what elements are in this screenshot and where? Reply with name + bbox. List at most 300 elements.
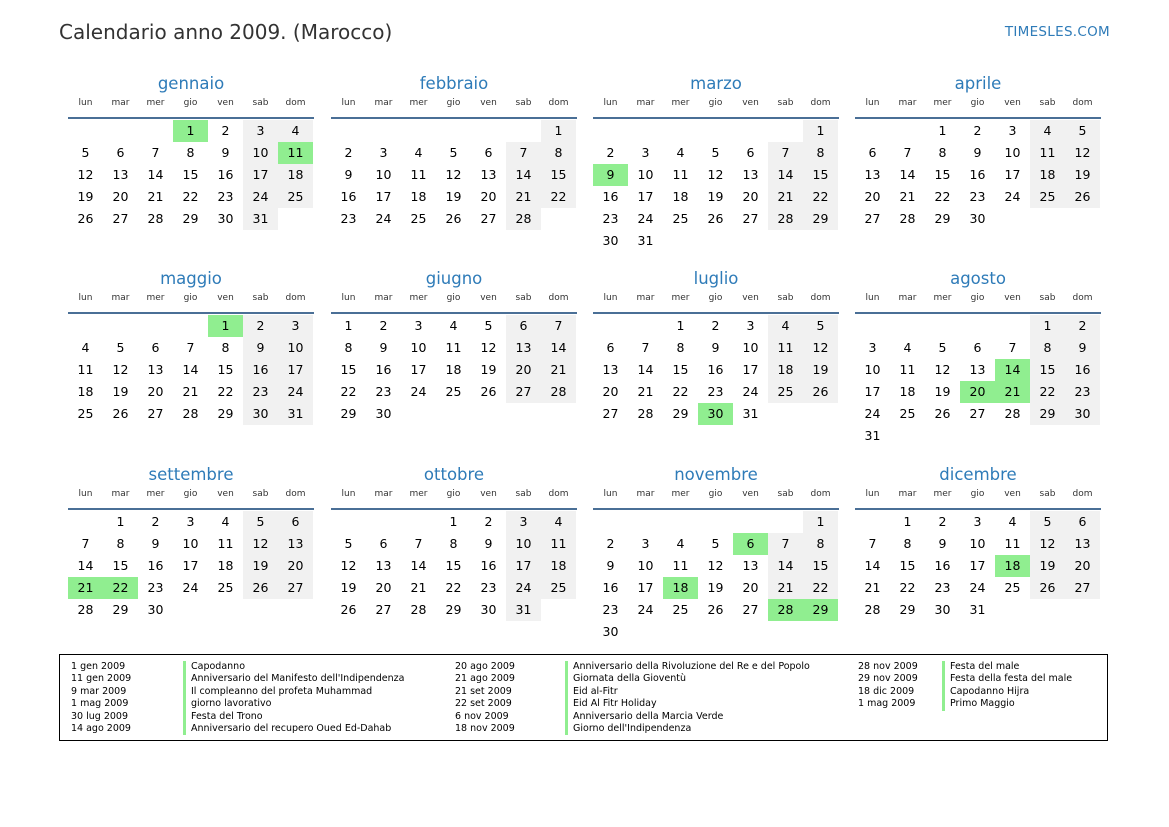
weekday-label: lun (865, 489, 880, 499)
day-cell: 1 (449, 514, 458, 529)
empty-cell (855, 511, 890, 533)
holiday-day: 1 (173, 120, 208, 142)
weekday-label: gio (183, 489, 198, 499)
week-row (68, 555, 314, 577)
weekday-header (331, 96, 577, 119)
day-cell: 11 (217, 536, 234, 551)
legend-holiday-name: Festa della festa del male (942, 673, 1072, 685)
day-cell: 13 (112, 167, 129, 182)
month-days (593, 120, 839, 252)
weekend-day: 5 (1065, 120, 1100, 142)
day-cell: 12 (707, 558, 724, 573)
week-row (331, 337, 577, 359)
day-cell: 28 (182, 406, 199, 421)
week-row (68, 208, 314, 230)
month-days (593, 511, 839, 643)
legend-names-col-2 (565, 661, 810, 735)
legend-holiday-name: Giorno dell'Indipendenza (565, 723, 810, 735)
weekend-day: 18 (541, 555, 576, 577)
week-row (855, 403, 1101, 425)
day-cell: 28 (410, 602, 427, 617)
empty-cell (401, 120, 436, 142)
day-cell: 16 (969, 167, 986, 182)
weekday-label: dom (1072, 98, 1093, 108)
day-cell: 23 (969, 189, 986, 204)
day-cell: 3 (379, 145, 388, 160)
weekend-day: 3 (506, 511, 541, 533)
weekend-day: 12 (1030, 533, 1065, 555)
weekend-day: 18 (1030, 164, 1065, 186)
day-cell: 2 (938, 514, 947, 529)
weekday-label: sab (515, 489, 532, 499)
weekend-day: 31 (278, 403, 313, 425)
day-cell: 26 (340, 602, 357, 617)
month-marzo (593, 72, 839, 252)
day-cell: 15 (934, 167, 951, 182)
weekday-header (68, 291, 314, 314)
week-row (331, 555, 577, 577)
day-cell: 24 (864, 406, 881, 421)
weekend-day: 22 (1030, 381, 1065, 403)
holiday-day: 6 (733, 533, 768, 555)
month-name: luglio (693, 269, 739, 288)
weekend-day: 12 (243, 533, 278, 555)
empty-cell (803, 403, 838, 425)
empty-cell (593, 120, 628, 142)
week-row (68, 511, 314, 533)
weekend-day: 6 (506, 315, 541, 337)
day-cell: 25 (672, 602, 689, 617)
weekend-day: 14 (506, 164, 541, 186)
weekend-day: 30 (1065, 403, 1100, 425)
weekend-day: 5 (1030, 511, 1065, 533)
day-cell: 14 (899, 167, 916, 182)
empty-cell (173, 315, 208, 337)
legend-date: 11 gen 2009 (71, 673, 132, 685)
weekday-header (68, 487, 314, 510)
weekend-day: 8 (803, 142, 838, 164)
empty-cell (698, 230, 733, 252)
week-row (331, 403, 577, 425)
empty-cell (208, 599, 243, 621)
weekend-day: 20 (1065, 555, 1100, 577)
day-cell: 30 (375, 406, 392, 421)
weekday-label: sab (252, 293, 269, 303)
weekday-label: mar (374, 489, 393, 499)
weekend-day: 21 (541, 359, 576, 381)
empty-cell (401, 511, 436, 533)
day-cell: 20 (742, 189, 759, 204)
day-cell: 16 (707, 362, 724, 377)
day-cell: 23 (934, 580, 951, 595)
day-cell: 27 (480, 211, 497, 226)
week-row (855, 315, 1101, 337)
empty-cell (995, 315, 1030, 337)
weekend-day: 18 (768, 359, 803, 381)
day-cell: 29 (672, 406, 689, 421)
weekday-label: lun (341, 98, 356, 108)
weekday-label: ven (1004, 293, 1021, 303)
legend-holiday-name: Primo Maggio (942, 698, 1072, 710)
weekend-day: 10 (278, 337, 313, 359)
day-cell: 8 (449, 536, 458, 551)
weekday-label: mer (933, 98, 952, 108)
month-name: dicembre (939, 465, 1017, 484)
month-giugno (331, 267, 577, 425)
day-cell: 13 (147, 362, 164, 377)
week-row (331, 533, 577, 555)
month-days (593, 315, 839, 425)
day-cell: 26 (934, 406, 951, 421)
legend-date: 1 mag 2009 (71, 698, 129, 710)
day-cell: 29 (899, 602, 916, 617)
empty-cell (471, 120, 506, 142)
week-row (68, 577, 314, 599)
weekend-day: 4 (768, 315, 803, 337)
weekend-day: 12 (1065, 142, 1100, 164)
day-cell: 2 (151, 514, 160, 529)
weekend-day: 26 (243, 577, 278, 599)
weekend-day: 22 (803, 186, 838, 208)
weekday-label: mer (409, 293, 428, 303)
day-cell: 7 (903, 145, 912, 160)
day-cell: 28 (864, 602, 881, 617)
day-cell: 26 (112, 406, 129, 421)
week-row (331, 208, 577, 230)
month-days (855, 315, 1101, 447)
weekend-day: 14 (768, 555, 803, 577)
holiday-day: 29 (803, 599, 838, 621)
week-row (593, 403, 839, 425)
legend-date: 1 gen 2009 (71, 661, 126, 672)
week-row (68, 186, 314, 208)
weekend-day: 9 (1065, 337, 1100, 359)
weekend-day: 13 (1065, 533, 1100, 555)
weekday-label: mar (898, 489, 917, 499)
day-cell: 27 (742, 211, 759, 226)
brand-link[interactable]: TIMESLES.COM (1004, 24, 1110, 40)
month-aprile (855, 72, 1101, 230)
weekend-day: 22 (803, 577, 838, 599)
empty-cell (733, 120, 768, 142)
weekday-label: dom (285, 293, 306, 303)
weekday-label: lun (341, 293, 356, 303)
weekday-label: sab (252, 98, 269, 108)
legend-holiday-name: Capodanno (183, 661, 404, 673)
day-cell: 14 (637, 362, 654, 377)
empty-cell (890, 315, 925, 337)
week-row (68, 315, 314, 337)
day-cell: 19 (707, 189, 724, 204)
day-cell: 20 (147, 384, 164, 399)
empty-cell (506, 403, 541, 425)
day-cell: 20 (602, 384, 619, 399)
day-cell: 28 (1004, 406, 1021, 421)
legend-names-col-3 (942, 661, 1072, 711)
day-cell: 1 (903, 514, 912, 529)
weekday-label: ven (1004, 98, 1021, 108)
weekday-label: lun (603, 98, 618, 108)
weekend-day: 14 (541, 337, 576, 359)
weekend-day: 25 (541, 577, 576, 599)
day-cell: 23 (375, 384, 392, 399)
day-cell: 7 (186, 340, 195, 355)
day-cell: 16 (375, 362, 392, 377)
day-cell: 11 (1004, 536, 1021, 551)
week-row (593, 381, 839, 403)
weekday-label: lun (78, 489, 93, 499)
weekend-day: 19 (1030, 555, 1065, 577)
empty-cell (855, 120, 890, 142)
day-cell: 22 (672, 384, 689, 399)
legend-date: 18 dic 2009 (858, 685, 915, 697)
day-cell: 9 (484, 536, 493, 551)
week-row (593, 577, 839, 599)
empty-cell (698, 511, 733, 533)
day-cell: 11 (77, 362, 94, 377)
day-cell: 12 (934, 362, 951, 377)
empty-cell (890, 425, 925, 447)
day-cell: 2 (606, 145, 615, 160)
day-cell: 2 (379, 318, 388, 333)
empty-cell (768, 511, 803, 533)
weekend-day: 28 (768, 208, 803, 230)
week-row (855, 359, 1101, 381)
week-row (855, 533, 1101, 555)
day-cell: 16 (934, 558, 951, 573)
day-cell: 16 (602, 580, 619, 595)
weekday-label: sab (777, 489, 794, 499)
empty-cell (1065, 599, 1100, 621)
weekday-label: sab (515, 293, 532, 303)
day-cell: 28 (637, 406, 654, 421)
weekend-day: 20 (278, 555, 313, 577)
weekend-day: 29 (803, 208, 838, 230)
weekday-label: mar (374, 98, 393, 108)
day-cell: 8 (186, 145, 195, 160)
day-cell: 2 (221, 123, 230, 138)
week-row (331, 359, 577, 381)
weekday-label: gio (183, 293, 198, 303)
day-cell: 25 (672, 211, 689, 226)
legend-holiday-name: Anniversario della Rivoluzione del Re e del Popolo (565, 661, 810, 673)
day-cell: 5 (344, 536, 353, 551)
day-cell: 3 (414, 318, 423, 333)
day-cell: 24 (1004, 189, 1021, 204)
day-cell: 27 (112, 211, 129, 226)
day-cell: 26 (707, 211, 724, 226)
weekday-label: ven (742, 98, 759, 108)
day-cell: 9 (379, 340, 388, 355)
weekday-label: sab (252, 489, 269, 499)
weekend-day: 29 (1030, 403, 1065, 425)
day-cell: 27 (147, 406, 164, 421)
week-row (855, 555, 1101, 577)
day-cell: 13 (742, 558, 759, 573)
day-cell: 25 (217, 580, 234, 595)
empty-cell (68, 511, 103, 533)
weekend-day: 14 (768, 164, 803, 186)
day-cell: 8 (221, 340, 230, 355)
day-cell: 17 (742, 362, 759, 377)
day-cell: 30 (934, 602, 951, 617)
weekday-label: dom (548, 293, 569, 303)
day-cell: 17 (375, 189, 392, 204)
day-cell: 10 (742, 340, 759, 355)
legend-date: 22 set 2009 (455, 698, 512, 710)
day-cell: 4 (449, 318, 458, 333)
day-cell: 20 (480, 189, 497, 204)
day-cell: 6 (484, 145, 493, 160)
empty-cell (103, 315, 138, 337)
day-cell: 13 (742, 167, 759, 182)
day-cell: 9 (711, 340, 720, 355)
day-cell: 27 (602, 406, 619, 421)
weekend-day: 1 (1030, 315, 1065, 337)
empty-cell (768, 621, 803, 643)
legend-holiday-name: Eid al-Fitr (565, 686, 810, 698)
empty-cell (768, 120, 803, 142)
day-cell: 11 (672, 558, 689, 573)
day-cell: 14 (410, 558, 427, 573)
day-cell: 7 (1008, 340, 1017, 355)
day-cell: 22 (445, 580, 462, 595)
day-cell: 16 (480, 558, 497, 573)
day-cell: 15 (112, 558, 129, 573)
day-cell: 20 (742, 580, 759, 595)
empty-cell (628, 511, 663, 533)
day-cell: 30 (969, 211, 986, 226)
weekend-day: 10 (506, 533, 541, 555)
day-cell: 15 (217, 362, 234, 377)
legend-holiday-name: Capodanno Hijra (942, 686, 1072, 698)
week-row (593, 186, 839, 208)
day-cell: 3 (641, 145, 650, 160)
empty-cell (366, 511, 401, 533)
day-cell: 20 (112, 189, 129, 204)
weekday-label: mar (898, 98, 917, 108)
holiday-day: 11 (278, 142, 313, 164)
week-row (593, 164, 839, 186)
empty-cell (103, 120, 138, 142)
holiday-day: 22 (103, 577, 138, 599)
weekend-day: 24 (243, 186, 278, 208)
day-cell: 3 (186, 514, 195, 529)
weekday-label: mer (409, 98, 428, 108)
empty-cell (331, 511, 366, 533)
holiday-day: 18 (995, 555, 1030, 577)
month-settembre (68, 463, 314, 621)
week-row (593, 142, 839, 164)
week-row (593, 511, 839, 533)
weekday-label: sab (777, 98, 794, 108)
weekday-label: gio (446, 98, 461, 108)
weekday-label: ven (480, 98, 497, 108)
day-cell: 27 (864, 211, 881, 226)
day-cell: 27 (375, 602, 392, 617)
weekend-day: 8 (541, 142, 576, 164)
day-cell: 23 (707, 384, 724, 399)
empty-cell (855, 315, 890, 337)
day-cell: 8 (676, 340, 685, 355)
weekend-day: 31 (506, 599, 541, 621)
legend-holiday-name: Anniversario della Marcia Verde (565, 711, 810, 723)
day-cell: 16 (602, 189, 619, 204)
weekend-day: 13 (506, 337, 541, 359)
legend-holiday-name: giorno lavorativo (183, 698, 404, 710)
weekend-day: 1 (803, 120, 838, 142)
week-row (68, 403, 314, 425)
weekend-day: 21 (768, 577, 803, 599)
weekend-day: 23 (1065, 381, 1100, 403)
weekday-label: mer (933, 293, 952, 303)
weekend-day: 8 (803, 533, 838, 555)
week-row (68, 337, 314, 359)
weekend-day: 31 (243, 208, 278, 230)
weekday-label: lun (865, 293, 880, 303)
empty-cell (768, 403, 803, 425)
weekend-day: 4 (541, 511, 576, 533)
weekday-label: ven (1004, 489, 1021, 499)
day-cell: 26 (445, 211, 462, 226)
day-cell: 4 (676, 536, 685, 551)
empty-cell (663, 120, 698, 142)
day-cell: 25 (445, 384, 462, 399)
legend-dates-col-1 (71, 661, 131, 735)
day-cell: 10 (1004, 145, 1021, 160)
empty-cell (1065, 208, 1100, 230)
weekend-day: 1 (541, 120, 576, 142)
empty-cell (960, 425, 995, 447)
day-cell: 4 (414, 145, 423, 160)
weekday-label: dom (810, 293, 831, 303)
empty-cell (1030, 599, 1065, 621)
day-cell: 13 (375, 558, 392, 573)
day-cell: 5 (116, 340, 125, 355)
month-days (331, 315, 577, 425)
week-row (855, 120, 1101, 142)
day-cell: 8 (116, 536, 125, 551)
month-maggio (68, 267, 314, 425)
weekday-label: mar (111, 98, 130, 108)
day-cell: 31 (864, 428, 881, 443)
weekend-day: 9 (243, 337, 278, 359)
day-cell: 7 (151, 145, 160, 160)
day-cell: 8 (344, 340, 353, 355)
day-cell: 16 (217, 167, 234, 182)
day-cell: 23 (147, 580, 164, 595)
empty-cell (803, 230, 838, 252)
day-cell: 18 (672, 189, 689, 204)
weekend-day: 19 (1065, 164, 1100, 186)
day-cell: 24 (969, 580, 986, 595)
day-cell: 18 (410, 189, 427, 204)
weekday-header (593, 291, 839, 314)
day-cell: 5 (449, 145, 458, 160)
holiday-day: 20 (960, 381, 995, 403)
weekend-day: 11 (1030, 142, 1065, 164)
day-cell: 24 (637, 602, 654, 617)
weekend-day: 26 (1030, 577, 1065, 599)
weekend-day: 17 (243, 164, 278, 186)
day-cell: 6 (151, 340, 160, 355)
day-cell: 18 (77, 384, 94, 399)
day-cell: 28 (147, 211, 164, 226)
weekend-day: 30 (243, 403, 278, 425)
weekday-label: ven (480, 489, 497, 499)
day-cell: 19 (480, 362, 497, 377)
holiday-day: 21 (68, 577, 103, 599)
